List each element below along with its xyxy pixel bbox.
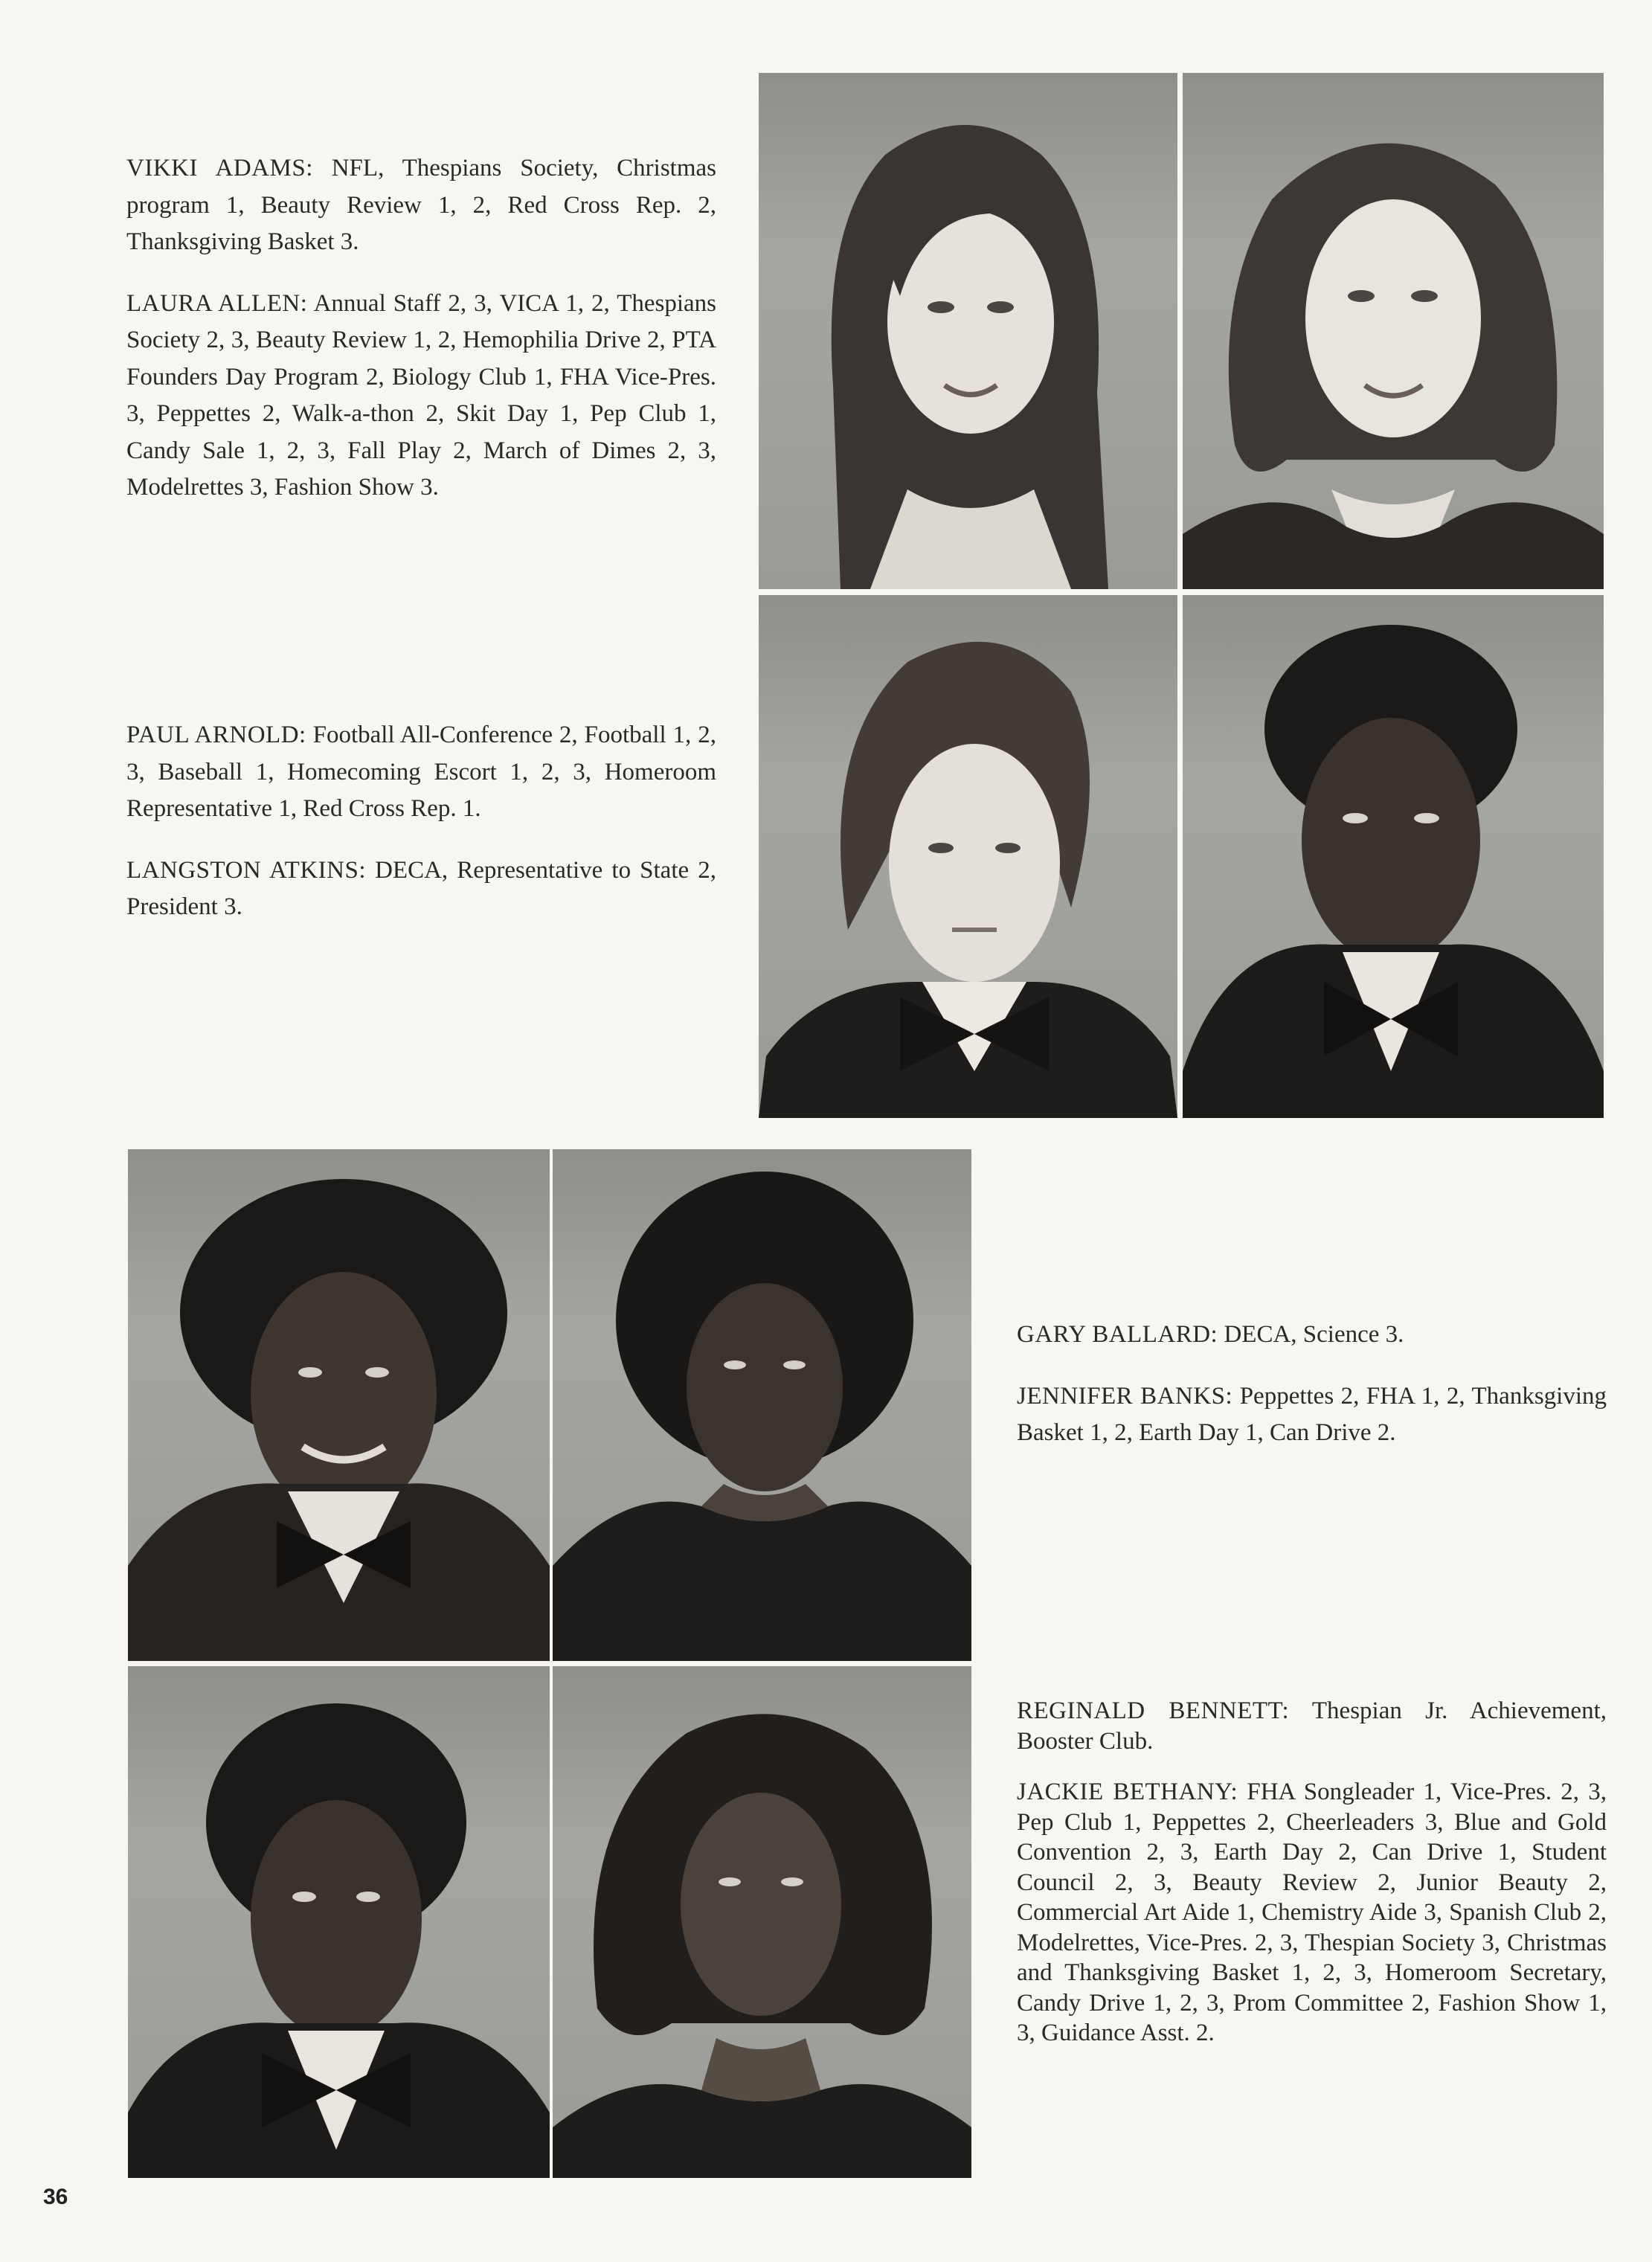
student-activities: Annual Staff 2, 3, VICA 1, 2, Thespians Society 2, 3, Beauty Review 1, 2, Hemophilia Drive 2, PTA Founders Day Program 2, Biology Club 1, FHA Vice-Pres. 3, Peppettes 2, Walk-a-thon 2, Skit Day 1, Pep Club 1, Candy Sale 1, 2, 3, Fall Play 2, March of Dimes 2, 3, Modelrettes 3, Fashion Show 3. (126, 289, 716, 501)
student-activities: Peppettes 2, FHA 1, 2, Thanksgiving Basket 1, 2, Earth Day 1, Can Drive 2. (1017, 1382, 1607, 1446)
student-name: JENNIFER BANKS: (1017, 1382, 1233, 1410)
student-name: PAUL ARNOLD: (126, 722, 306, 748)
portrait-photo (128, 1149, 550, 1661)
portrait-photo (128, 1666, 550, 2178)
portrait-photo (553, 1149, 971, 1661)
bio-laura-allen (126, 286, 716, 507)
student-name: JACKIE BETHANY: (1017, 1779, 1238, 1805)
student-name: GARY BALLARD: (1017, 1321, 1218, 1348)
bio-jackie-bethany (1017, 1777, 1607, 2049)
student-activities: Thespian Jr. Achievement, Booster Club. (1017, 1697, 1607, 1755)
portrait-photo (553, 1666, 971, 2178)
page-number: 36 (43, 2185, 68, 2209)
bio-group-ballard-banks (1017, 1317, 1607, 1477)
student-name: VIKKI ADAMS: (126, 155, 313, 181)
bio-group-bennett-bethany (1017, 1696, 1607, 2073)
bio-vikki-adams (126, 150, 716, 261)
student-activities: DECA, Representative to State 2, President 3. (126, 856, 716, 920)
portrait-photo (759, 595, 1177, 1118)
portrait-photo (759, 73, 1177, 589)
student-activities: Football All-Conference 2, Football 1, 2, 3, Baseball 1, Homecoming Escort 1, 2, 3, Homeroom Representative 1, Red Cross Rep. 1. (126, 722, 716, 822)
bio-reginald-bennett (1017, 1696, 1607, 1756)
student-activities: NFL, Thespians Society, Christmas program 1, Beauty Review 1, 2, Red Cross Rep. 2, Thanksgiving Basket 3. (126, 155, 717, 255)
bio-group-arnold-atkins (126, 717, 716, 951)
portrait-photo (1183, 73, 1604, 589)
student-activities: DECA, Science 3. (1218, 1321, 1404, 1348)
student-activities: FHA Songleader 1, Vice-Pres. 2, 3, Pep Club 1, Peppettes 2, Cheerleaders 3, Blue and Gold Convention 2, 3, Earth Day 2, Can Drive 1, Student Council 2, 3, Beauty Review 2, Junior Beauty 2, Commercial Art Aide 1, Chemistry Aide 3, Spanish Club 2, Modelrettes, Vice-Pres. 2, 3, Thespian Society 3, Christmas and Thanksgiving Basket 1, 2, 3, Homeroom Secretary, Candy Drive 1, 2, 3, Prom Committee 2, Fashion Show 1, 3, Guidance Asst. 2. (1017, 1779, 1607, 2046)
bio-gary-ballard (1017, 1317, 1607, 1354)
student-name: LANGSTON ATKINS: (126, 856, 366, 884)
bio-langston-atkins (126, 852, 716, 926)
bio-jennifer-banks (1017, 1378, 1607, 1452)
student-name: LAURA ALLEN: (126, 289, 308, 317)
portrait-photo (1183, 595, 1604, 1118)
bio-paul-arnold (126, 717, 716, 828)
bio-group-adams-allen (126, 150, 716, 531)
student-name: REGINALD BENNETT: (1017, 1697, 1290, 1724)
